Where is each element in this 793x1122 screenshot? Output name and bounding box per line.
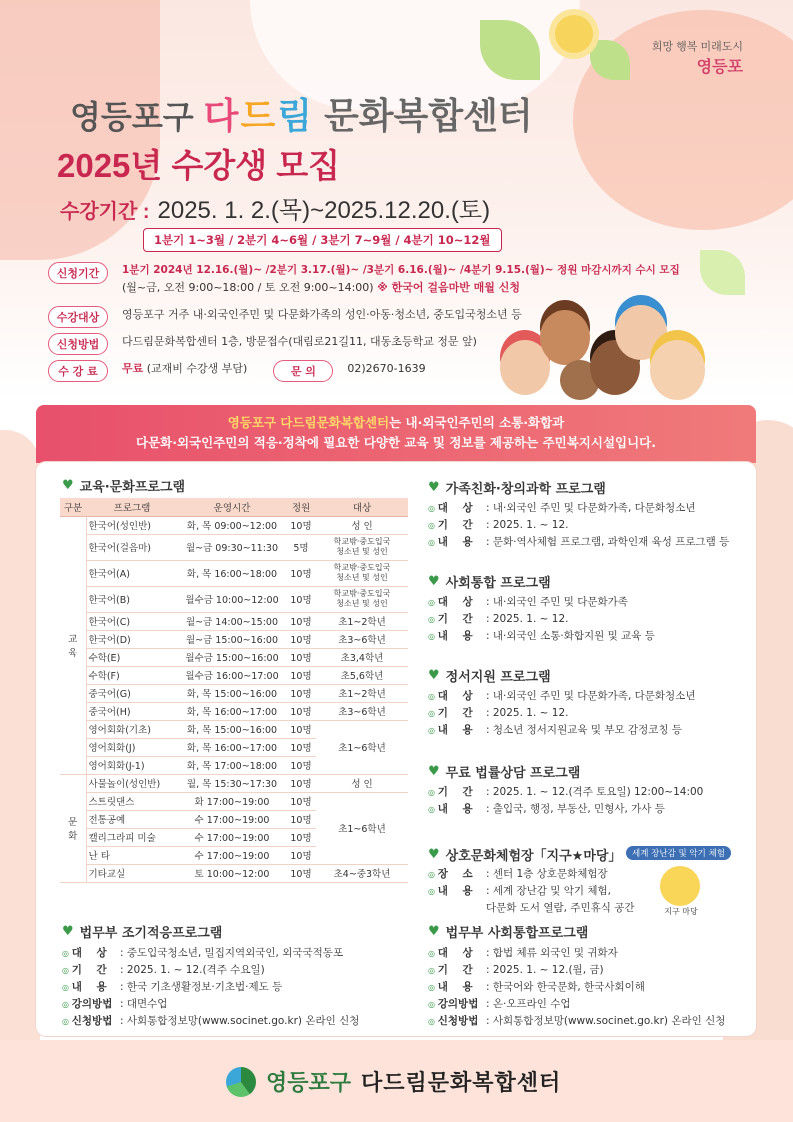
time-cell: 월~금 09:30~11:30	[178, 534, 286, 560]
detail-key: ◎ 대 상	[428, 500, 486, 517]
target-cell: 학교밖·중도입국 청소년 및 성인	[316, 560, 408, 586]
detail-value: : 청소년 정서지원교육 및 부모 감정코칭 등	[486, 724, 682, 736]
emotion-section-header	[428, 666, 551, 685]
program-cell: 영어회화(J)	[86, 738, 178, 756]
family-details	[428, 500, 729, 551]
family-section-header	[428, 478, 606, 497]
program-cell: 전통공예	[86, 810, 178, 828]
capacity-cell: 10명	[286, 586, 316, 612]
moj-early-section-header	[62, 922, 222, 941]
edu-section-header	[62, 476, 185, 495]
time-cell: 월수금 16:00~17:00	[178, 666, 286, 684]
moj-social-section-header	[428, 922, 588, 941]
jigu-section-header	[428, 845, 621, 864]
children-illustration	[490, 300, 720, 410]
time-cell: 화 17:00~19:00	[178, 792, 286, 810]
detail-key: ◎ 강의방법	[62, 996, 120, 1013]
detail-key: ◎ 강의방법	[428, 996, 486, 1013]
course-period	[60, 190, 490, 225]
detail-row	[62, 996, 359, 1013]
capacity-cell: 10명	[286, 810, 316, 828]
capacity-cell: 10명	[286, 630, 316, 648]
detail-key: ◎ 대 상	[62, 945, 120, 962]
time-cell: 수 17:00~19:00	[178, 810, 286, 828]
col-header: 프로그램	[86, 498, 178, 516]
capacity-cell: 10명	[286, 720, 316, 738]
capacity-cell: 10명	[286, 738, 316, 756]
jigu-logo-caption: 지구 마당	[664, 907, 698, 916]
detail-row	[428, 705, 695, 722]
capacity-cell: 10명	[286, 828, 316, 846]
heart-icon: ♥	[428, 668, 440, 683]
detail-value: : 2025. 1. ~ 12.(월, 금)	[486, 964, 604, 976]
detail-row	[428, 883, 635, 900]
social-section-header	[428, 572, 551, 591]
target-cell: 초5,6학년	[316, 666, 408, 684]
moj-social-section-title: 법무부 사회통합프로그램	[445, 926, 589, 941]
target-cell: 초3,4학년	[316, 648, 408, 666]
detail-key: ◎ 기 간	[428, 784, 486, 801]
time-cell: 월, 목 15:30~17:30	[178, 774, 286, 792]
time-cell: 월~금 14:00~15:00	[178, 612, 286, 630]
footer-logo	[226, 1066, 561, 1097]
time-cell: 수 17:00~19:00	[178, 828, 286, 846]
detail-row	[428, 534, 729, 551]
apply-hours: (월~금, 오전 9:00~18:00 / 토 오전 9:00~14:00)	[122, 281, 374, 294]
banner-line1: 는 내·외국인주민의 소통·화합과	[389, 415, 565, 430]
detail-value: : 내·외국인 소통·화합지원 및 교육 등	[486, 630, 655, 642]
edu-program-table	[60, 498, 408, 883]
table-row	[60, 792, 408, 810]
detail-row	[62, 962, 359, 979]
program-cell: 중국어(G)	[86, 684, 178, 702]
detail-key: ◎ 기 간	[428, 517, 486, 534]
detail-row	[62, 945, 359, 962]
detail-value: : 2025. 1. ~ 12.	[486, 707, 569, 719]
target-cell: 초1~6학년	[316, 792, 408, 864]
capacity-cell: 10명	[286, 648, 316, 666]
fee-free: 무료	[122, 362, 144, 375]
detail-value: : 한국어와 한국문화, 한국사회이해	[486, 981, 645, 993]
table-row	[60, 864, 408, 882]
jigu-details	[428, 866, 635, 917]
detail-key: ◎ 기 간	[428, 962, 486, 979]
detail-key: ◎ 기 간	[62, 962, 120, 979]
apply-period-row	[48, 262, 680, 296]
detail-row	[428, 962, 725, 979]
detail-value: : 중도입국청소년, 밀집지역외국인, 외국국적동포	[120, 947, 344, 959]
logo-char: 드	[240, 95, 278, 136]
table-row	[60, 534, 408, 560]
time-cell: 화, 목 15:00~16:00	[178, 720, 286, 738]
jigu-section-title: 상호문화체험장「지구★마당」	[445, 849, 622, 864]
detail-key: ◎ 내 용	[428, 628, 486, 645]
col-header: 정원	[286, 498, 316, 516]
banner-line2: 다문화·외국인주민의 적응·정착에 필요한 다양한 교육 및 정보를 제공하는 주민복지시설입니다.	[136, 435, 656, 450]
time-cell: 화, 목 16:00~17:00	[178, 702, 286, 720]
detail-value: : 2025. 1. ~ 12.	[486, 613, 569, 625]
flower-icon	[555, 15, 593, 53]
detail-key: ◎ 신청방법	[428, 1013, 486, 1030]
target-row	[48, 306, 522, 328]
detail-row	[428, 784, 703, 801]
detail-value: : 내·외국인 주민 및 다문화가족, 다문화청소년	[486, 690, 696, 702]
program-cell: 캘리그라피 미술	[86, 828, 178, 846]
detail-row	[428, 979, 725, 996]
time-cell: 월수금 15:00~16:00	[178, 648, 286, 666]
capacity-cell: 10명	[286, 756, 316, 774]
intro-banner	[36, 405, 756, 463]
table-row	[60, 630, 408, 648]
detail-value: : 출입국, 행정, 부동산, 민형사, 가사 등	[486, 803, 665, 815]
district-brand	[652, 38, 743, 77]
target-cell: 초1~2학년	[316, 612, 408, 630]
social-details	[428, 594, 655, 645]
detail-value: : 한국 기초생활정보·기초법·제도 등	[120, 981, 283, 993]
detail-value: : 세계 장난감 및 악기 체험,	[486, 885, 611, 897]
center-title	[70, 88, 533, 139]
detail-row	[428, 722, 695, 739]
social-section-title: 사회통합 프로그램	[445, 576, 551, 591]
col-header: 대상	[316, 498, 408, 516]
time-cell: 화, 목 17:00~18:00	[178, 756, 286, 774]
page-title: 2025년 수강생 모집	[57, 147, 341, 184]
detail-row	[428, 500, 729, 517]
detail-row	[428, 900, 635, 917]
brand-name: 영등포	[696, 59, 743, 76]
district-name: 영등포구	[70, 99, 194, 135]
time-cell: 수 17:00~19:00	[178, 846, 286, 864]
apply-period-text	[122, 262, 680, 296]
time-cell: 토 10:00~12:00	[178, 864, 286, 882]
footer-center: 다드림문화복합센터	[361, 1070, 562, 1095]
col-header: 구분	[60, 498, 86, 516]
target-cell: 학교밖·중도입국 청소년 및 성인	[316, 534, 408, 560]
detail-row	[428, 801, 703, 818]
group-cell: 문 화	[60, 774, 86, 882]
legal-section-title: 무료 법률상담 프로그램	[445, 766, 581, 781]
program-cell: 수학(E)	[86, 648, 178, 666]
program-cell: 스트릿댄스	[86, 792, 178, 810]
program-cell: 중국어(H)	[86, 702, 178, 720]
group-cell: 교 육	[60, 516, 86, 774]
detail-key: ◎ 내 용	[428, 801, 486, 818]
footer-district: 영등포구	[266, 1070, 352, 1095]
detail-value: : 사회통합정보망(www.socinet.go.kr) 온라인 신청	[120, 1015, 360, 1027]
brand-slogan: 희망 행복 미래도시	[651, 41, 743, 53]
target-cell: 학교밖·중도입국 청소년 및 성인	[316, 586, 408, 612]
table-row	[60, 648, 408, 666]
target-cell: 초1~6학년	[316, 720, 408, 774]
detail-key: ◎ 내 용	[428, 979, 486, 996]
detail-row	[428, 1013, 725, 1030]
detail-value: : 2025. 1. ~ 12.	[486, 519, 569, 531]
time-cell: 화, 목 09:00~12:00	[178, 516, 286, 534]
detail-row	[428, 945, 725, 962]
detail-value: : 2025. 1. ~ 12.(격주 토요일) 12:00~14:00	[486, 786, 704, 798]
moj-early-details	[62, 945, 359, 1030]
program-cell: 한국어(B)	[86, 586, 178, 612]
table-row	[60, 612, 408, 630]
capacity-cell: 10명	[286, 666, 316, 684]
heart-icon: ♥	[428, 847, 440, 862]
detail-key: ◎ 대 상	[428, 688, 486, 705]
heart-icon: ♥	[428, 574, 440, 589]
course-period-label: 수강기간 :	[60, 201, 150, 223]
detail-value: : 대면수업	[120, 998, 168, 1010]
detail-key: ◎ 대 상	[428, 945, 486, 962]
banner-highlight: 영등포구 다드림문화복합센터	[227, 415, 390, 430]
yeongdeungpo-logo-icon	[226, 1067, 256, 1097]
center-name: 문화복합센터	[324, 95, 533, 136]
program-cell: 한국어(C)	[86, 612, 178, 630]
family-section-title: 가족친화·창의과학 프로그램	[445, 482, 606, 497]
detail-value: : 사회통합정보망(www.socinet.go.kr) 온라인 신청	[486, 1015, 726, 1027]
fee-text	[122, 360, 247, 377]
capacity-cell: 10명	[286, 774, 316, 792]
time-cell: 월~금 15:00~16:00	[178, 630, 286, 648]
heart-icon: ♥	[62, 924, 74, 939]
emotion-details	[428, 688, 695, 739]
emotion-section-title: 정서지원 프로그램	[445, 670, 551, 685]
detail-row	[62, 1013, 359, 1030]
program-cell: 한국어(A)	[86, 560, 178, 586]
program-cell: 영어회화(기초)	[86, 720, 178, 738]
program-cell: 사물놀이(성인반)	[86, 774, 178, 792]
target-text: 영등포구 거주 내·외국인주민 및 다문화가족의 성인·아동·청소년, 중도입국청소년 등	[122, 308, 522, 321]
fee-tag: 수 강 료	[48, 360, 108, 382]
target-cell: 성 인	[316, 516, 408, 534]
capacity-cell: 5명	[286, 534, 316, 560]
moj-early-section-title: 법무부 조기적응프로그램	[79, 926, 223, 941]
jigu-badge: 세계 장난감 및 악기 체험	[626, 846, 731, 860]
course-period-value: 2025. 1. 2.(목)~2025.12.20.(토)	[157, 197, 491, 224]
capacity-cell: 10명	[286, 792, 316, 810]
detail-value: : 합법 체류 외국인 및 귀화자	[486, 947, 618, 959]
target-cell: 초4~중3학년	[316, 864, 408, 882]
fee-row	[48, 360, 426, 382]
detail-row	[428, 628, 655, 645]
logo-char: 림	[277, 95, 314, 136]
heart-icon: ♥	[62, 478, 74, 493]
capacity-cell: 10명	[286, 846, 316, 864]
col-header: 운영시간	[178, 498, 286, 516]
table-row	[60, 560, 408, 586]
logo-char: 다	[203, 95, 241, 136]
detail-value: : 온·오프라인 수업	[486, 998, 571, 1010]
program-cell: 기타교실	[86, 864, 178, 882]
detail-row	[428, 594, 655, 611]
heart-icon: ♥	[428, 924, 440, 939]
detail-row	[62, 979, 359, 996]
table-row	[60, 684, 408, 702]
detail-value: : 2025. 1. ~ 12.(격주 수요일)	[120, 964, 265, 976]
capacity-cell: 10명	[286, 702, 316, 720]
target-tag: 수강대상	[48, 306, 108, 328]
contact-tag: 문 의	[273, 360, 333, 382]
legal-section-header	[428, 762, 580, 781]
table-row	[60, 666, 408, 684]
target-cell: 초3~6학년	[316, 702, 408, 720]
quarters-box: 1분기 1~3월 / 2분기 4~6월 / 3분기 7~9월 / 4분기 10~12월	[143, 228, 502, 252]
legal-details	[428, 784, 703, 818]
capacity-cell: 10명	[286, 560, 316, 586]
detail-value: : 내·외국인 주민 및 다문화가족	[486, 596, 628, 608]
apply-note: ※ 한국어 걸음마반 매월 신청	[377, 281, 521, 294]
heart-icon: ♥	[428, 480, 440, 495]
heart-icon: ♥	[428, 764, 440, 779]
program-cell: 한국어(걸음마)	[86, 534, 178, 560]
table-header-row	[60, 498, 408, 516]
moj-social-details	[428, 945, 725, 1030]
detail-key: ◎ 내 용	[62, 979, 120, 996]
detail-key: ◎ 기 간	[428, 705, 486, 722]
apply-period-tag: 신청기간	[48, 262, 108, 284]
decorative-side-band	[0, 430, 40, 1080]
detail-value: : 센터 1층 상호문화체험장	[486, 868, 608, 880]
time-cell: 화, 목 16:00~18:00	[178, 560, 286, 586]
jigu-madang-logo	[660, 866, 700, 906]
detail-key: ◎ 기 간	[428, 611, 486, 628]
program-cell: 난 타	[86, 846, 178, 864]
detail-value: : 내·외국인 주민 및 다문화가족, 다문화청소년	[486, 502, 696, 514]
time-cell: 월수금 10:00~12:00	[178, 586, 286, 612]
table-row	[60, 774, 408, 792]
target-cell: 초1~2학년	[316, 684, 408, 702]
target-cell: 성 인	[316, 774, 408, 792]
target-cell: 초3~6학년	[316, 630, 408, 648]
table-row	[60, 516, 408, 534]
program-cell: 수학(F)	[86, 666, 178, 684]
detail-row	[428, 996, 725, 1013]
time-cell: 화, 목 15:00~16:00	[178, 684, 286, 702]
detail-key: ◎ 신청방법	[62, 1013, 120, 1030]
table-row	[60, 720, 408, 738]
detail-key: ◎ 내 용	[428, 883, 486, 900]
table-row	[60, 586, 408, 612]
dadream-logo	[204, 88, 314, 139]
program-cell: 한국어(성인반)	[86, 516, 178, 534]
apply-period-line: 1분기 2024년 12.16.(월)~ /2분기 3.17.(월)~ /3분기 6.16.(월)~ /4분기 9.15.(월)~ 정원 마감시까지 수시 모집	[122, 264, 680, 276]
method-text: 다드림문화복합센터 1층, 방문접수(대림로21길11, 대동초등학교 정문 앞)	[122, 335, 477, 348]
detail-row	[428, 866, 635, 883]
detail-key: ◎ 대 상	[428, 594, 486, 611]
detail-value: : 문화·역사체험 프로그램, 과학인재 육성 프로그램 등	[486, 536, 730, 548]
detail-row	[428, 611, 655, 628]
fee-note: (교재비 수강생 부담)	[146, 362, 248, 375]
detail-value: 다문화 도서 열람, 주민휴식 공간	[486, 902, 635, 914]
method-row	[48, 333, 477, 355]
detail-key: ◎ 내 용	[428, 534, 486, 551]
capacity-cell: 10명	[286, 684, 316, 702]
method-tag: 신청방법	[48, 333, 108, 355]
detail-row	[428, 688, 695, 705]
capacity-cell: 10명	[286, 864, 316, 882]
table-row	[60, 702, 408, 720]
capacity-cell: 10명	[286, 516, 316, 534]
program-cell: 한국어(D)	[86, 630, 178, 648]
detail-key: ◎ 장 소	[428, 866, 486, 883]
detail-key: ◎ 내 용	[428, 722, 486, 739]
capacity-cell: 10명	[286, 612, 316, 630]
contact-phone: 02)2670-1639	[347, 362, 426, 375]
edu-section-title: 교육·문화프로그램	[79, 480, 186, 495]
time-cell: 화, 목 16:00~17:00	[178, 738, 286, 756]
program-cell: 영어회화(J-1)	[86, 756, 178, 774]
detail-row	[428, 517, 729, 534]
